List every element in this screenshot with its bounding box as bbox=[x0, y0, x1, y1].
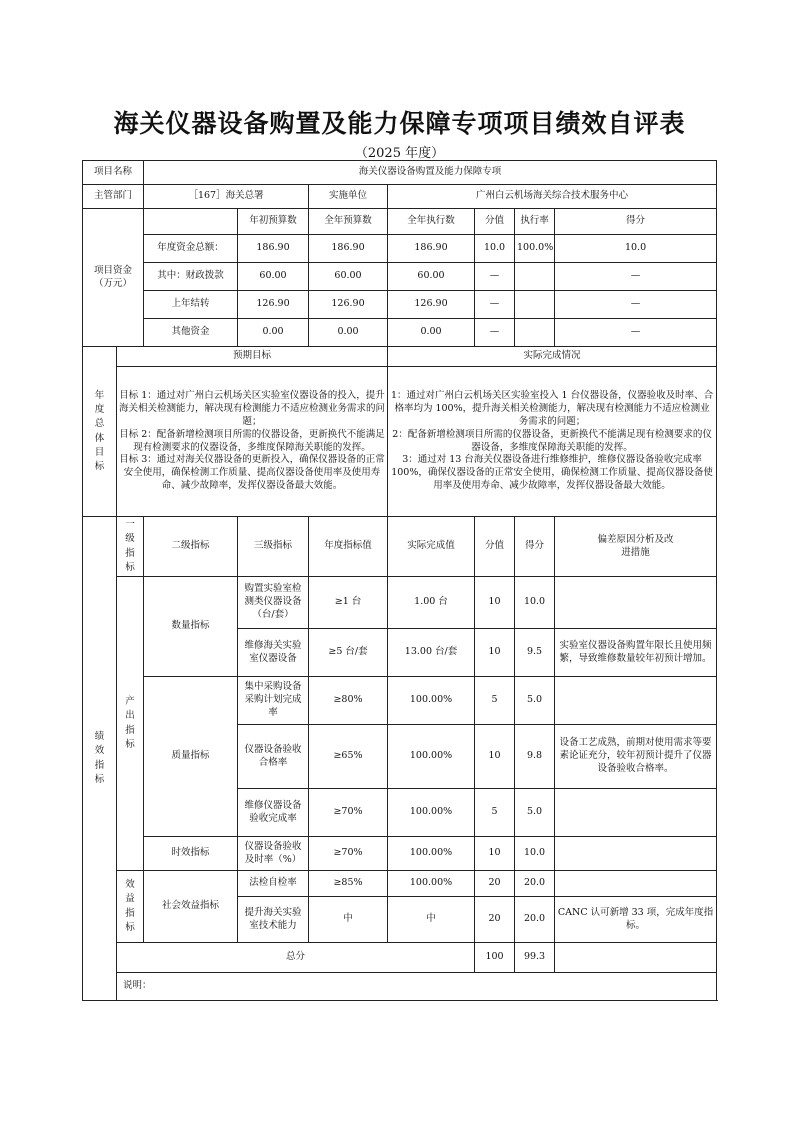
funds-row bbox=[83, 291, 717, 319]
page-subtitle: （2025 年度） bbox=[354, 146, 445, 161]
indicator-row bbox=[83, 871, 717, 897]
project-name-value: 海关仪器设备购置及能力保障专项 bbox=[144, 161, 717, 185]
indicator-target: ≥65% bbox=[309, 725, 388, 789]
indicator-target: ≥70% bbox=[309, 837, 388, 871]
indicator-actual: 100.00% bbox=[388, 837, 475, 871]
total-score: 99.3 bbox=[515, 943, 555, 973]
indicator-value: 10 bbox=[475, 629, 515, 677]
indicator-level3: 仪器设备验收及时率（%） bbox=[238, 837, 309, 871]
indicator-score: 5.0 bbox=[515, 789, 555, 837]
indicator-value: 20 bbox=[475, 871, 515, 897]
indicator-note bbox=[555, 789, 717, 837]
project-name-row bbox=[83, 161, 717, 185]
indicator-level3: 购置实验室检测类仪器设备（台/套） bbox=[238, 577, 309, 629]
indicators-header-row bbox=[83, 517, 717, 577]
implementing-unit-label: 实施单位 bbox=[309, 185, 388, 209]
actual-completion-header: 实际完成情况 bbox=[388, 347, 717, 367]
total-row bbox=[83, 943, 717, 973]
funds-header-rate: 执行率 bbox=[515, 209, 555, 235]
funds-cell bbox=[515, 263, 555, 291]
funds-cell: 186.90 bbox=[238, 235, 309, 263]
funds-header-value: 分值 bbox=[475, 209, 515, 235]
target-header: 年度指标值 bbox=[309, 517, 388, 577]
funds-cell: — bbox=[555, 319, 717, 347]
funds-cell: 100.0% bbox=[515, 235, 555, 263]
evaluation-table bbox=[82, 160, 717, 1001]
indicator-value: 20 bbox=[475, 897, 515, 943]
indicator-note: CANC 认可新增 33 项，完成年度指标。 bbox=[555, 897, 717, 943]
indicator-level3: 提升海关实验室技术能力 bbox=[238, 897, 309, 943]
indicator-level3: 维修仪器设备验收完成率 bbox=[238, 789, 309, 837]
funds-cell: 126.90 bbox=[309, 291, 388, 319]
funds-row-name: 上年结转 bbox=[144, 291, 238, 319]
indicator-score: 5.0 bbox=[515, 677, 555, 725]
indicator-level3: 仪器设备验收合格率 bbox=[238, 725, 309, 789]
funds-cell: 0.00 bbox=[309, 319, 388, 347]
funds-cell: 10.0 bbox=[475, 235, 515, 263]
indicator-level3: 法检自检率 bbox=[238, 871, 309, 897]
funds-header-initial: 年初预算数 bbox=[238, 209, 309, 235]
deviation-header bbox=[555, 517, 717, 577]
quality-indicators-label: 质量指标 bbox=[144, 677, 238, 837]
indicator-target: ≥1 台 bbox=[309, 577, 388, 629]
funds-cell: 186.90 bbox=[388, 235, 475, 263]
performance-indicators-label-text: 绩效指标 bbox=[94, 731, 105, 785]
funds-row bbox=[83, 319, 717, 347]
total-note bbox=[555, 943, 717, 973]
funds-cell bbox=[515, 319, 555, 347]
goals-header-row bbox=[83, 347, 717, 367]
score-value-header: 分值 bbox=[475, 517, 515, 577]
funds-cell: — bbox=[555, 291, 717, 319]
funds-header-row bbox=[83, 209, 717, 235]
funds-row-name: 其中：财政拨款 bbox=[144, 263, 238, 291]
indicator-score: 9.5 bbox=[515, 629, 555, 677]
level1-header-text: 一级指标 bbox=[125, 519, 135, 573]
implementing-unit-value: 广州白云机场海关综合技术服务中心 bbox=[388, 185, 717, 209]
indicator-row bbox=[83, 677, 717, 725]
funds-label-text: 项目资金（万元） bbox=[93, 264, 132, 289]
total-label: 总分 bbox=[117, 943, 475, 973]
funds-cell: 60.00 bbox=[388, 263, 475, 291]
deviation-header-text: 偏差原因分析及改进措施 bbox=[597, 533, 674, 558]
funds-cell bbox=[515, 291, 555, 319]
department-row bbox=[83, 185, 717, 209]
indicator-value: 5 bbox=[475, 789, 515, 837]
indicator-target: ≥70% bbox=[309, 789, 388, 837]
department-label: 主管部门 bbox=[83, 185, 144, 209]
indicator-note bbox=[555, 871, 717, 897]
quantity-indicators-label: 数量指标 bbox=[144, 577, 238, 677]
funds-cell: 60.00 bbox=[238, 263, 309, 291]
funds-cell: 10.0 bbox=[555, 235, 717, 263]
indicator-note: 实验室仪器设备购置年限长且使用频繁，导致维修数量较年初预计增加。 bbox=[555, 629, 717, 677]
indicator-level3: 集中采购设备采购计划完成率 bbox=[238, 677, 309, 725]
funds-header-score: 得分 bbox=[555, 209, 717, 235]
indicator-actual: 100.00% bbox=[388, 789, 475, 837]
indicator-actual: 100.00% bbox=[388, 677, 475, 725]
funds-row-name: 其他资金 bbox=[144, 319, 238, 347]
actual-completion-text: 1：通过对广州白云机场关区实验室投入 1 台仪器设备，仪器验收及时率、合格率均为 100%，提升海关相关检测能力，解决现有检测能力不适应检测业务需求的问题； 2：配备新增检测项目所需的仪器设备，更新换代不能满足现有检测要求的仪器设备，多维度保障海关职能的发挥。 3：通过对 13 台海关仪器设备进行维修维护，维修仪器设备验收完成率 100%，确保仪器设备的正常安全使用，确保检测工作质量、提高仪器设备使用率及使用寿命、减少故障率，发挥仪器设备最大效能。 bbox=[388, 367, 717, 517]
annual-goals-label-text: 年度总体目标 bbox=[94, 389, 105, 472]
project-name-label: 项目名称 bbox=[83, 161, 144, 185]
indicator-value: 10 bbox=[475, 725, 515, 789]
funds-cell: 60.00 bbox=[309, 263, 388, 291]
funds-cell: 0.00 bbox=[388, 319, 475, 347]
indicator-value: 5 bbox=[475, 677, 515, 725]
indicator-actual: 中 bbox=[388, 897, 475, 943]
department-value: ［167］海关总署 bbox=[144, 185, 309, 209]
expected-goals-text: 目标 1：通过对广州白云机场关区实验室仪器设备的投入，提升海关相关检测能力，解决现有检测能力不适应检测业务需求的问题； 目标 2：配备新增检测项目所需的仪器设备，更新换代不能满足现有检测要求的仪器设备，多维度保障海关职能的发挥。 目标 3：通过对海关仪器设备的更新投入，确保仪器设备的正常安全使用，确保检测工作质量、提高仪器设备使用率及使用寿命、减少故障率，发挥仪器设备最大效能。 bbox=[117, 367, 388, 517]
expected-goals-header: 预期目标 bbox=[117, 347, 388, 367]
actual-header: 实际完成值 bbox=[388, 517, 475, 577]
indicator-note bbox=[555, 837, 717, 871]
indicator-row bbox=[83, 577, 717, 629]
goals-content-row bbox=[83, 367, 717, 517]
funds-cell: 0.00 bbox=[238, 319, 309, 347]
funds-cell: — bbox=[475, 263, 515, 291]
funds-header-blank bbox=[144, 209, 238, 235]
score-header: 得分 bbox=[515, 517, 555, 577]
indicator-score: 10.0 bbox=[515, 837, 555, 871]
page-title: 海关仪器设备购置及能力保障专项项目绩效自评表 bbox=[113, 109, 686, 138]
indicator-value: 10 bbox=[475, 577, 515, 629]
funds-cell: — bbox=[475, 291, 515, 319]
indicator-note: 设备工艺成熟，前期对使用需求等要素论证充分，较年初预计提升了仪器设备验收合格率。 bbox=[555, 725, 717, 789]
indicator-actual: 100.00% bbox=[388, 871, 475, 897]
benefit-indicators-label-text: 效益指标 bbox=[125, 879, 135, 933]
funds-cell: — bbox=[555, 263, 717, 291]
remark-label: 说明： bbox=[117, 973, 717, 1001]
funds-cell: 126.90 bbox=[238, 291, 309, 319]
indicator-note bbox=[555, 577, 717, 629]
indicator-target: ≥5 台/套 bbox=[309, 629, 388, 677]
remark-row bbox=[83, 973, 717, 1001]
indicator-note bbox=[555, 677, 717, 725]
indicator-actual: 13.00 台/套 bbox=[388, 629, 475, 677]
level2-header: 二级指标 bbox=[144, 517, 238, 577]
indicator-score: 10.0 bbox=[515, 577, 555, 629]
output-indicators-label bbox=[117, 577, 144, 871]
indicator-actual: 1.00 台 bbox=[388, 577, 475, 629]
performance-indicators-label bbox=[83, 517, 117, 1001]
indicator-row bbox=[83, 837, 717, 871]
annual-goals-label bbox=[83, 347, 117, 517]
funds-row bbox=[83, 263, 717, 291]
funds-cell: 126.90 bbox=[388, 291, 475, 319]
indicator-score: 20.0 bbox=[515, 897, 555, 943]
timeliness-indicators-label: 时效指标 bbox=[144, 837, 238, 871]
total-value: 100 bbox=[475, 943, 515, 973]
funds-label bbox=[83, 209, 144, 347]
level3-header: 三级指标 bbox=[238, 517, 309, 577]
funds-cell: — bbox=[475, 319, 515, 347]
level1-header bbox=[117, 517, 144, 577]
indicator-actual: 100.00% bbox=[388, 725, 475, 789]
funds-header-annual-exec: 全年执行数 bbox=[388, 209, 475, 235]
indicator-score: 9.8 bbox=[515, 725, 555, 789]
funds-header-annual-budget: 全年预算数 bbox=[309, 209, 388, 235]
indicator-value: 10 bbox=[475, 837, 515, 871]
indicator-score: 20.0 bbox=[515, 871, 555, 897]
indicator-target: 中 bbox=[309, 897, 388, 943]
funds-cell: 186.90 bbox=[309, 235, 388, 263]
indicator-level3: 维修海关实验室仪器设备 bbox=[238, 629, 309, 677]
funds-row-name: 年度资金总额： bbox=[144, 235, 238, 263]
social-benefit-indicators-label: 社会效益指标 bbox=[144, 871, 238, 943]
indicator-target: ≥80% bbox=[309, 677, 388, 725]
funds-row bbox=[83, 235, 717, 263]
output-indicators-label-text: 产出指标 bbox=[125, 696, 135, 750]
indicator-target: ≥85% bbox=[309, 871, 388, 897]
benefit-indicators-label bbox=[117, 871, 144, 943]
